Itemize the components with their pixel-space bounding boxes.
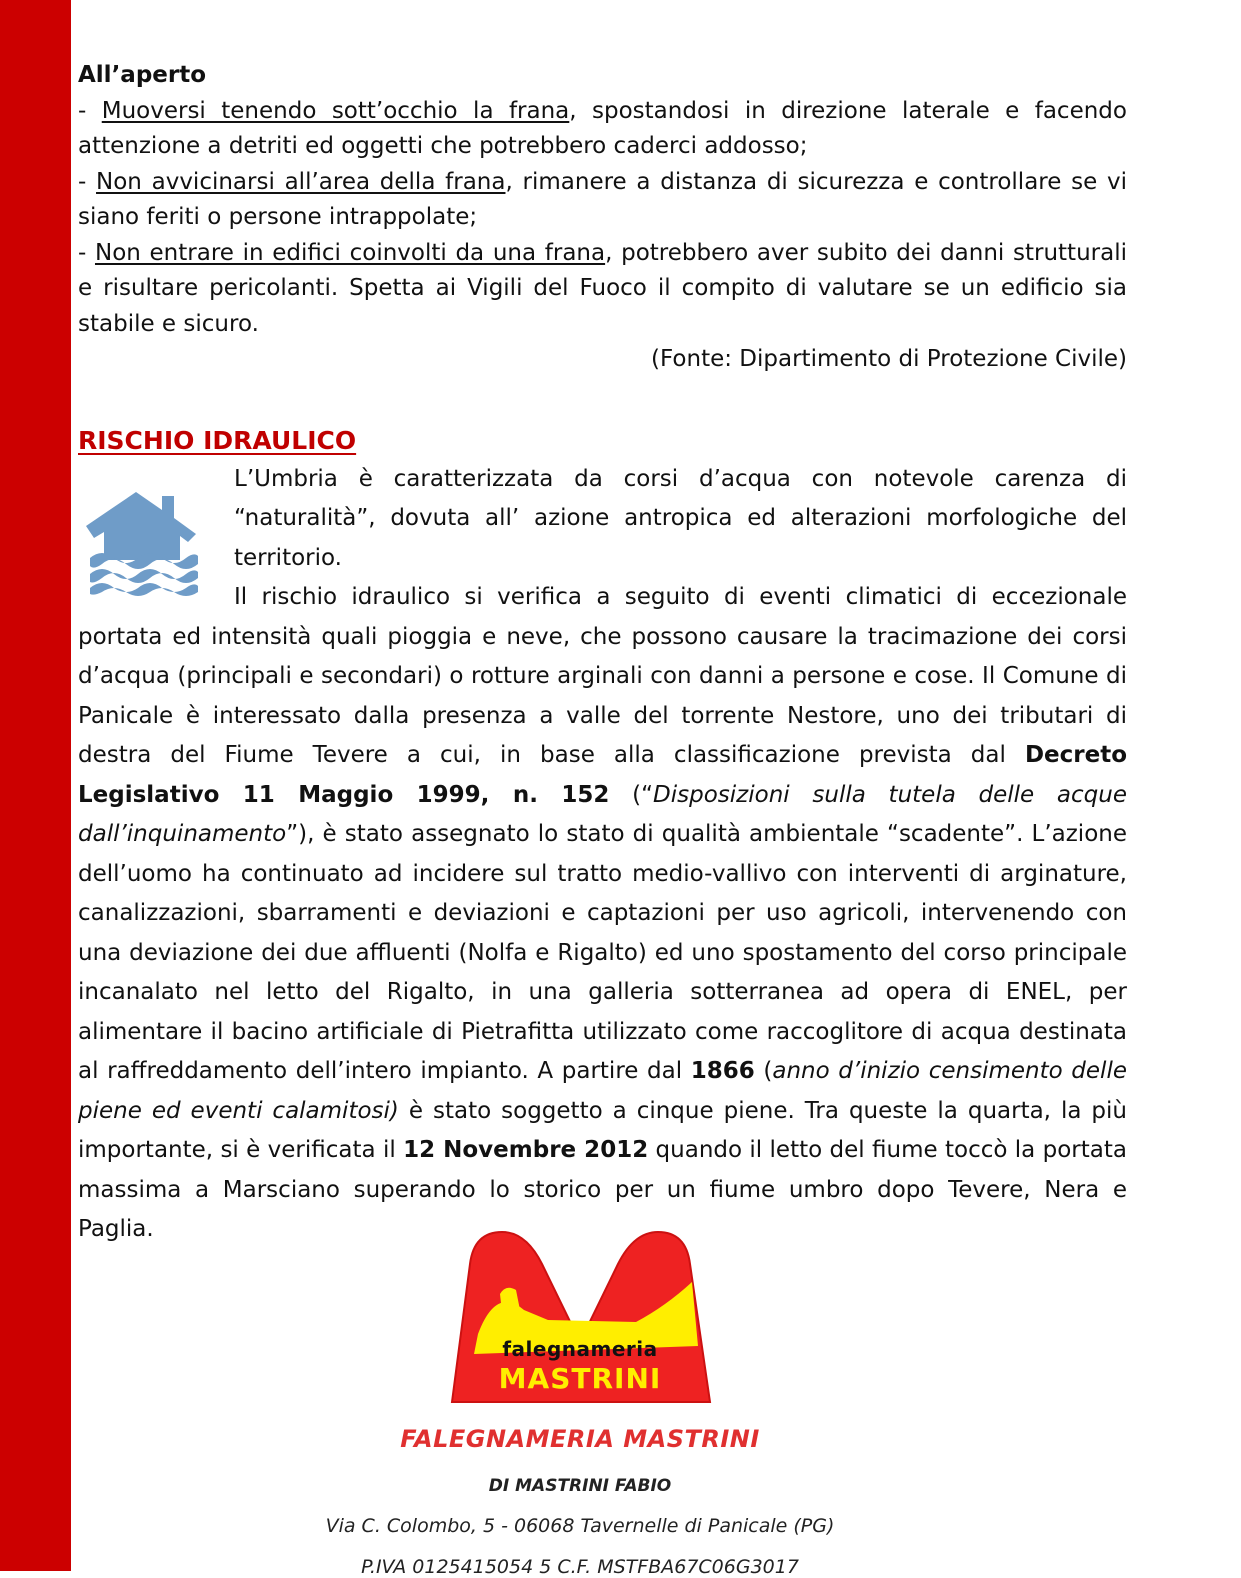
census-note: anno d’inizio censimento delle piene ed eventi calamitosi) [78,1058,1127,1124]
hydraulic-text-5: è stato soggetto a cinque piene. Tra queste la quarta, la più importante, si è verificata il [78,1097,1127,1163]
item-3-text: , potrebbero aver subito dei danni strutturali e risultare pericolanti. Spetta ai Vigili del Fuoco il compito di valutare se un edificio sia stabile e sicuro. [78,239,1127,337]
item-1-text: , spostandosi in direzione laterale e facendo attenzione a detriti ed oggetti che potrebbero caderci addosso; [78,97,1127,159]
open-air-item-3: - Non entrare in edifici coinvolti da una frana, potrebbero aver subito dei danni strutturali e risultare pericolanti. Spetta ai Vigili del Fuoco il compito di valutare se un edificio sia stabile e sicuro. [78,239,1127,337]
hydraulic-risk-body [78,460,1127,1250]
page-content [78,58,1127,1250]
open-air-item-1: - Muoversi tenendo sott’occhio la frana, spostandosi in direzione laterale e facendo attenzione a detriti ed oggetti che potrebbero caderci addosso; [78,97,1127,159]
section-title-hydraulic-risk: RISCHIO IDRAULICO [78,425,357,455]
hydraulic-text-2: (“ [609,781,654,808]
hydraulic-intro-text: L’Umbria è caratterizzata da corsi d’acqua con notevole carenza di “naturalità”, dovuta all’ azione antropica ed alterazioni morfologiche del territorio. [234,465,1127,571]
item-1-lead: Muoversi tenendo sott’occhio la frana [101,97,570,124]
hydraulic-paragraph [78,460,1127,1250]
company-address: Via C. Colombo, 5 - 06068 Tavernelle di Panicale (PG) [325,1515,835,1537]
item-2-text: , rimanere a distanza di sicurezza e controllare se vi siano feriti o persone intrappolate; [78,168,1127,230]
company-owner: DI MASTRINI FABIO [488,1476,672,1496]
flood-date: 12 Novembre 2012 [403,1137,649,1163]
hydraulic-text-1: Il rischio idraulico si verifica a seguito di eventi climatici di eccezionale portata ed intensità quali pioggia e neve, che possono causare la tracimazione dei corsi d’acqua (principali e secondari) o rotture arginali con danni a persone e cose. Il Comune di Panicale è interessato dalla presenza a valle del torrente Nestore, uno dei tributari di destra del Fiume Tevere a cui, in base alla classificazione prevista dal [78,584,1127,768]
decree-title: Disposizioni sulla tutela delle acque dall’inquinamento [78,781,1128,847]
hydraulic-text-6: quando il letto del fiume toccò la portata massima a Marsciano superando lo storico per un fiume umbro dopo Tevere, Nera e Paglia. [78,1137,1127,1242]
flooded-house-icon [84,486,202,598]
item-3-lead: Non entrare in edifici coinvolti da una frana [94,239,606,266]
open-air-item-2: - Non avvicinarsi all’area della frana, rimanere a distanza di sicurezza e controllare se vi siano feriti o persone intrappolate; [78,168,1127,230]
hydraulic-text-4: ( [754,1058,773,1084]
company-vat: P.IVA 0125415054 5 C.F. MSTFBA67C06G3017 [361,1556,799,1578]
hydraulic-text-3: ”), è stato assegnato lo stato di qualità ambientale “scadente”. L’azione dell’uomo ha continuato ad incidere sul tratto medio-vallivo con interventi di arginature, canalizzazioni, sbarramenti e deviazioni e captazioni per uso agricoli, intervenendo con una deviazione dei due affluenti (Nolfa e Rigalto) ed uno spostamento del corso principale incanalato nel letto del Rigalto, in una galleria sotterranea ad opera di ENEL, per alimentare il bacino artificiale di Pietrafitta utilizzato come raccoglitore di acqua destinata al raffreddamento dell’intero impianto. A partire dal [78,821,1127,1084]
item-2-lead: Non avvicinarsi all’area della frana [96,168,506,195]
open-air-heading: All’aperto [78,62,207,88]
census-year: 1866 [690,1058,755,1084]
decree-reference: Decreto Legislativo 11 Maggio 1999, n. 152 [78,742,1127,808]
mastrini-logo [440,1224,720,1409]
source-note: (Fonte: Dipartimento di Protezione Civile) [651,346,1127,372]
company-name: FALEGNAMERIA MASTRINI [400,1425,760,1453]
left-red-margin-bar [0,0,71,1571]
logo-word-mastrini: MASTRINI [498,1362,662,1395]
logo-word-falegnameria: falegnameria [502,1337,658,1361]
